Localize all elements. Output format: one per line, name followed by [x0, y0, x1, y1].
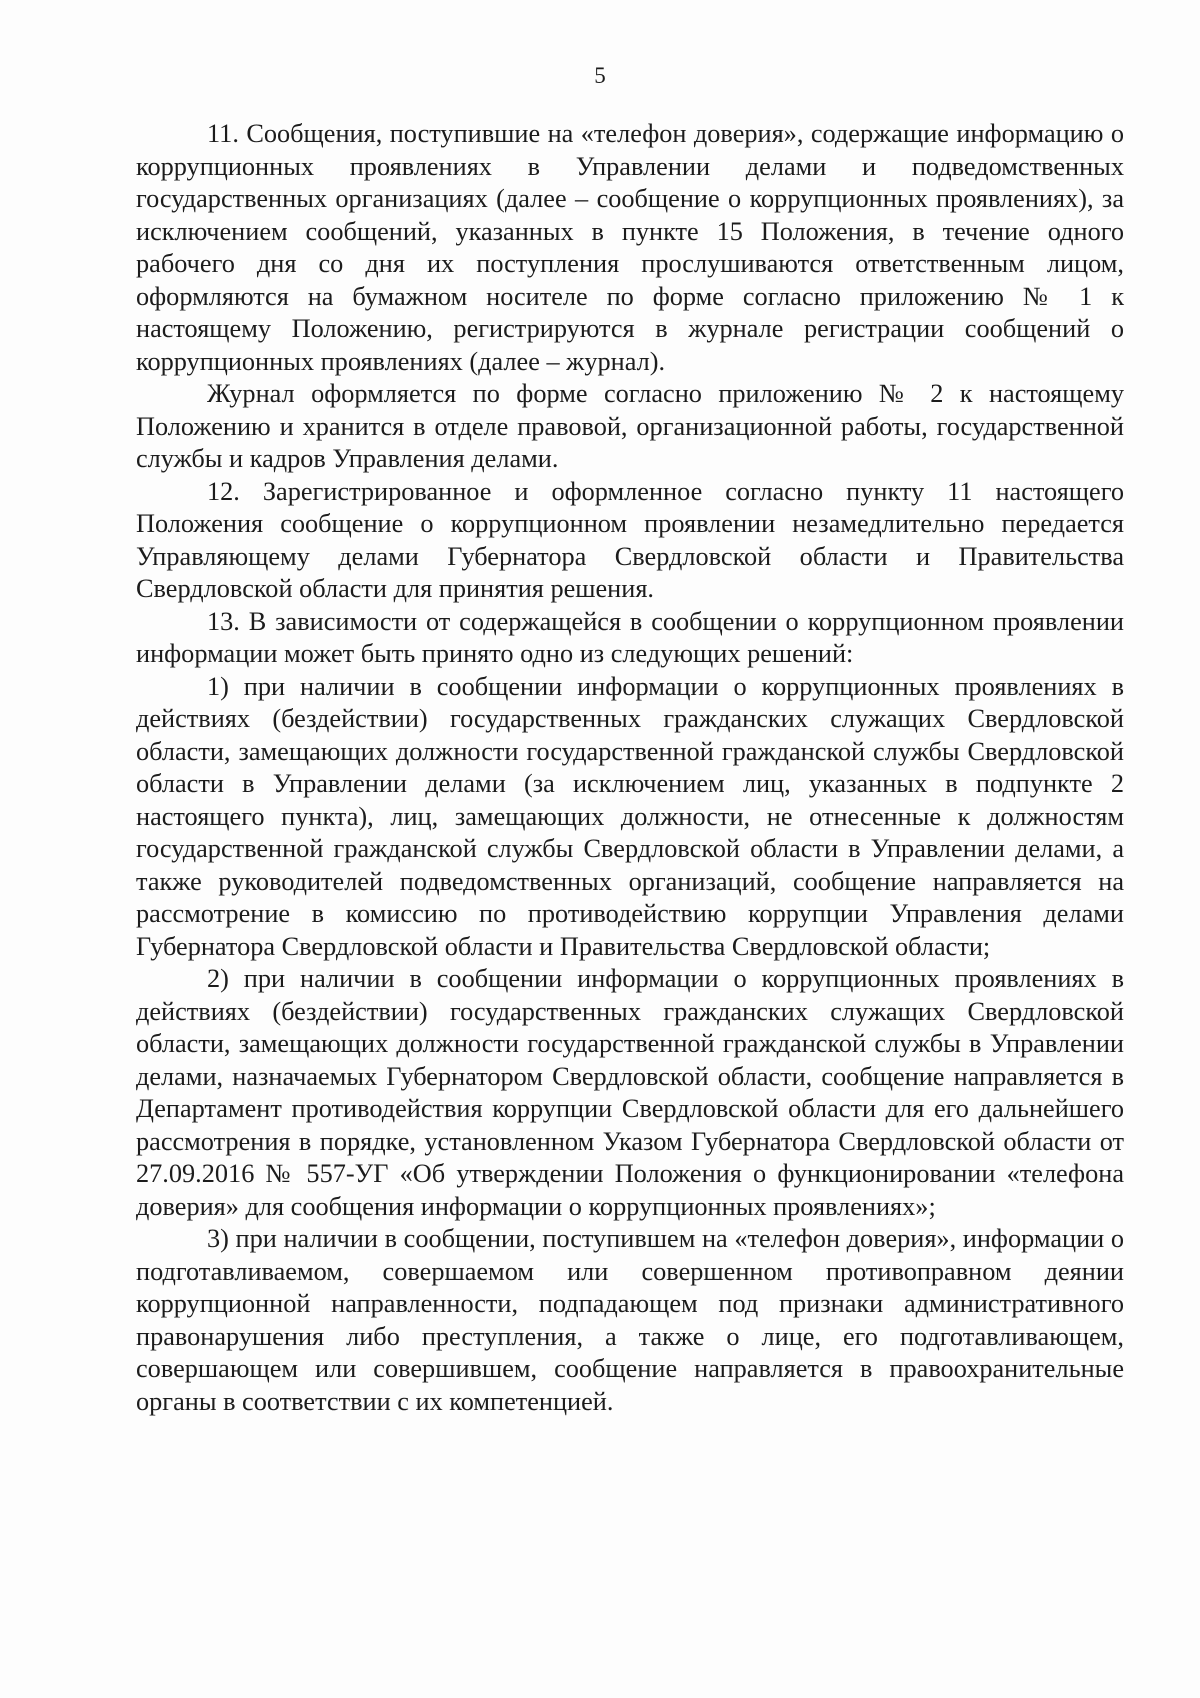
paragraph-12: 12. Зарегистрированное и оформленное согласно пункту 11 настоящего Положения сообщение о коррупционном проявлении незамедлительно передается Управляющему делами Губернатора Свердловской области и Правительства Свердловской области для принятия решения. — [136, 476, 1124, 603]
paragraph-11: 11. Сообщения, поступившие на «телефон доверия», содержащие информацию о коррупционных проявлениях в Управлении делами и подведомственных государственных организациях (далее – сообщение о коррупционных проявлениях), за исключением сообщений, указанных в пункте 15 Положения, в течение одного рабочего дня со дня их поступления прослушиваются ответственным лицом, оформляются на бумажном носителе по форме согласно приложению № 1 к настоящему Положению, регистрируются в журнале регистрации сообщений о коррупционных проявлениях (далее – журнал). — [136, 119, 1124, 376]
subparagraph-3: 3) при наличии в сообщении, поступившем на «телефон доверия», информации о подготавливаемом, совершаемом или совершенном противоправном деянии коррупционной направленности, подпадающем под признаки административного правонарушения либо преступления, а также о лице, его подготавливающем, совершающем или совершившем, сообщение направляется в правоохранительные органы в соответствии с их компетенцией. — [136, 1224, 1124, 1416]
paragraph-13: 13. В зависимости от содержащейся в сообщении о коррупционном проявлении информации может быть принято одно из следующих решений: — [136, 606, 1124, 668]
document-body — [136, 118, 1124, 1418]
paragraph-journal: Журнал оформляется по форме согласно приложению № 2 к настоящему Положению и хранится в отделе правовой, организационной работы, государственной службы и кадров Управления делами. — [136, 379, 1124, 473]
page-number: 5 — [594, 63, 606, 88]
subparagraph-1: 1) при наличии в сообщении информации о коррупционных проявлениях в действиях (бездействии) государственных гражданских служащих Свердловской области, замещающих должности государственной гражданской службы Свердловской области в Управлении делами (за исключением лиц, указанных в подпункте 2 настоящего пункта), лиц, замещающих должности, не отнесенные к должностям государственной гражданской службы Свердловской области в Управлении делами, а также руководителей подведомственных организаций, сообщение направляется на рассмотрение в комиссию по противодействию коррупции Управления делами Губернатора Свердловской области и Правительства Свердловской области; — [136, 671, 1124, 961]
subparagraph-2: 2) при наличии в сообщении информации о коррупционных проявлениях в действиях (бездействии) государственных гражданских служащих Свердловской области, замещающих должности государственной гражданской службы в Управлении делами, назначаемых Губернатором Свердловской области, сообщение направляется в Департамент противодействия коррупции Свердловской области для его дальнейшего рассмотрения в порядке, установленном Указом Губернатора Свердловской области от 27.09.2016 № 557-УГ «Об утверждении Положения о функционировании «телефона доверия» для сообщения информации о коррупционных проявлениях»; — [136, 964, 1124, 1221]
